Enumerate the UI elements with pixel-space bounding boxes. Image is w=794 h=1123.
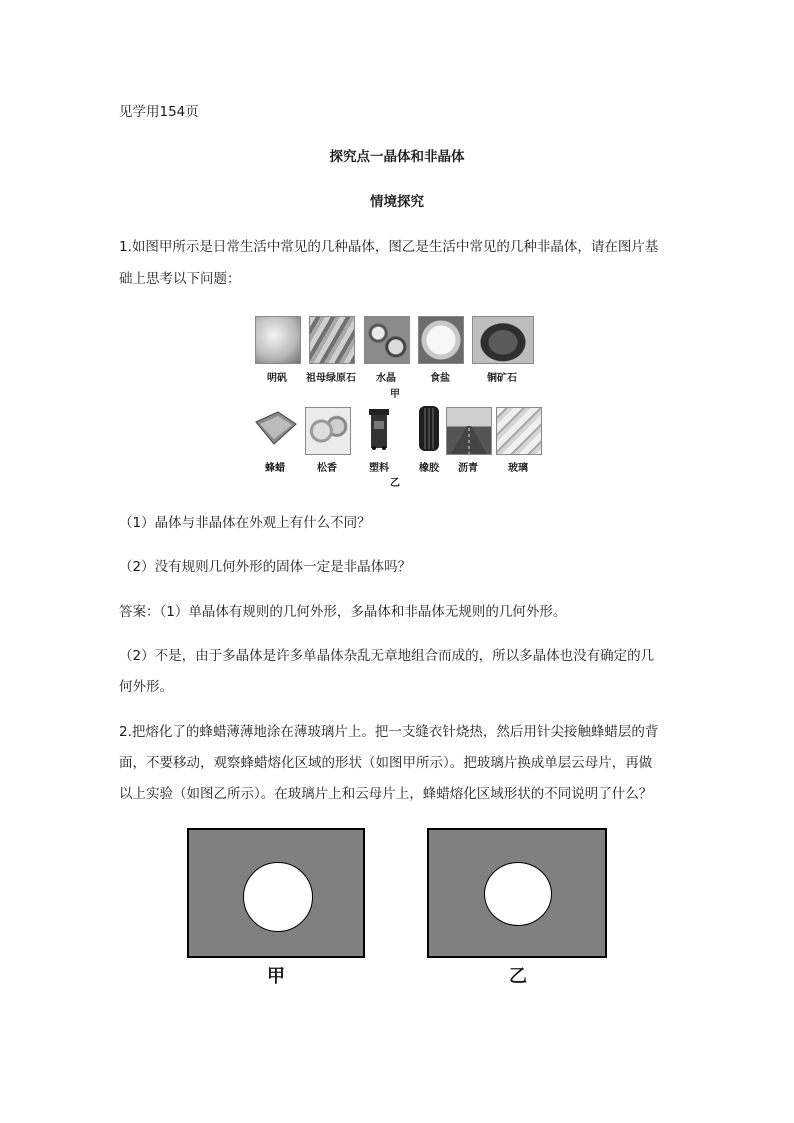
- question1-sub2: （2）没有规则几何外形的固体一定是非晶体吗？: [119, 559, 412, 575]
- glass-plate-diagram: [187, 828, 365, 958]
- question1-line1: 1.如图甲所示是日常生活中常见的几种晶体，图乙是生活中常见的几种非晶体，请在图片基: [119, 239, 659, 255]
- glass-image: [496, 407, 542, 455]
- plastic-bin-image: [368, 407, 390, 451]
- page-reference: 见学用154页: [119, 104, 199, 120]
- rosin-image: [305, 407, 351, 455]
- crystal-figure: [250, 312, 550, 487]
- crystal-group-label: 甲: [390, 389, 400, 400]
- quartz-image: [364, 316, 410, 364]
- caption-glass: 玻璃: [508, 463, 528, 474]
- caption-plastic: 塑料: [369, 463, 389, 474]
- caption-rubber: 橡胶: [419, 463, 439, 474]
- melt-region-ellipse: [484, 862, 552, 926]
- question2-line3: 以上实验（如图乙所示）。在玻璃片上和云母片上，蜂蜡熔化区域形状的不同说明了什么？: [119, 786, 653, 802]
- rubber-tire-image: [418, 405, 440, 452]
- alum-image: [255, 316, 301, 364]
- caption-rosin: 松香: [317, 463, 337, 474]
- diagram-label-right: 乙: [509, 966, 527, 987]
- salt-image: [418, 316, 464, 364]
- question2-line1: 2.把熔化了的蜂蜡薄薄地涂在薄玻璃片上。把一支缝衣针烧热，然后用针尖接触蜂蜡层的背: [119, 724, 659, 740]
- amorphous-group-label: 乙: [390, 478, 400, 489]
- mica-plate-diagram: [427, 828, 607, 958]
- caption-beeswax: 蜂蜡: [265, 463, 285, 474]
- answer-line1: 答案：（1）单晶体有规则的几何外形，多晶体和非晶体无规则的几何外形。: [119, 604, 567, 620]
- caption-asphalt: 沥青: [458, 463, 478, 474]
- question2-line2: 面，不要移动，观察蜂蜡熔化区域的形状（如图甲所示）。把玻璃片换成单层云母片，再做: [119, 755, 653, 771]
- question1-line2: 础上思考以下问题：: [119, 271, 241, 287]
- melt-region-circle: [243, 862, 313, 932]
- emerald-ore-image: [309, 316, 355, 364]
- caption-copper-ore: 铜矿石: [487, 373, 517, 384]
- answer-line2a: （2）不是，由于多晶体是许多单晶体杂乱无章地组合而成的，所以多晶体也没有确定的几: [119, 648, 655, 664]
- asphalt-road-image: [446, 407, 492, 455]
- caption-alum: 明矾: [267, 373, 287, 384]
- question1-sub1: （1）晶体与非晶体在外观上有什么不同？: [119, 515, 371, 531]
- caption-salt: 食盐: [430, 373, 450, 384]
- copper-ore-image: [472, 316, 534, 364]
- caption-quartz: 水晶: [376, 373, 396, 384]
- beeswax-image: [252, 408, 298, 448]
- section-title: 探究点一晶体和非晶体: [329, 149, 465, 165]
- diagram-label-left: 甲: [267, 966, 285, 987]
- answer-line2b: 何外形。: [119, 679, 173, 695]
- section-subtitle: 情境探究: [370, 194, 424, 210]
- caption-emerald-ore: 祖母绿原石: [306, 373, 356, 384]
